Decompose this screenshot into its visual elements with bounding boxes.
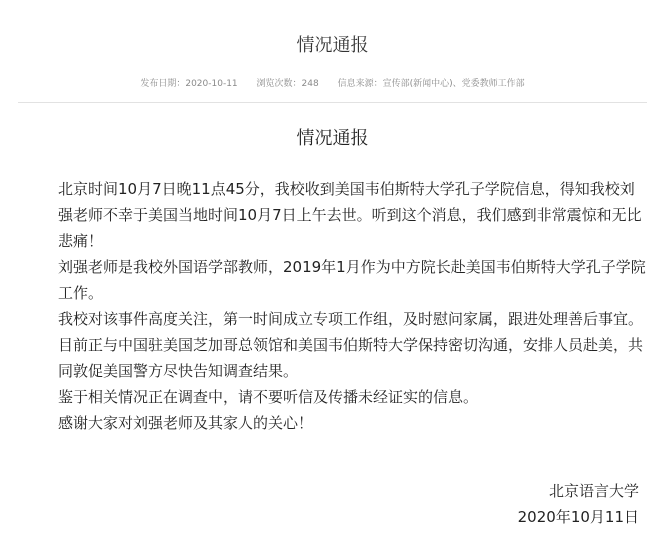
signature-org: 北京语言大学 (548, 482, 639, 500)
signature-date: 2020年10月11日 (517, 508, 639, 526)
paragraph-5: 感谢大家对刘强老师及其家人的关心！ (58, 414, 314, 432)
view-count: 浏览次数：248 (256, 79, 319, 89)
page-title: 情况通报 (296, 35, 369, 56)
article-meta (0, 78, 665, 90)
signature-block (518, 478, 639, 530)
paragraph-4: 鉴于相关情况正在调查中，请不要听信及传播未经证实的信息。 (58, 388, 479, 406)
header-divider (18, 102, 647, 103)
paragraph-2: 刘强老师是我校外国语学部教师，2019年1月作为中方院长赴美国韦伯斯特大学孔子学院工作。 (58, 258, 646, 302)
info-source: 信息来源：宣传部(新闻中心)、党委教师工作部 (337, 79, 525, 89)
paragraph-3: 我校对该事件高度关注，第一时间成立专项工作组，及时慰问家属，跟进处理善后事宜。目前正与中国驻美国芝加哥总领馆和美国韦伯斯特大学保持密切沟通，安排人员赴美，共同敦促美国警方尽快告知调查结果。 (58, 310, 644, 380)
article-body (58, 176, 648, 436)
article-title: 情况通报 (296, 128, 369, 149)
paragraph-1: 北京时间10月7日晚11点45分，我校收到美国韦伯斯特大学孔子学院信息，得知我校刘强老师不幸于美国当地时间10月7日上午去世。听到这个消息，我们感到非常震惊和无比悲痛！ (58, 180, 642, 250)
publish-date: 发布日期：2020-10-11 (140, 79, 238, 89)
